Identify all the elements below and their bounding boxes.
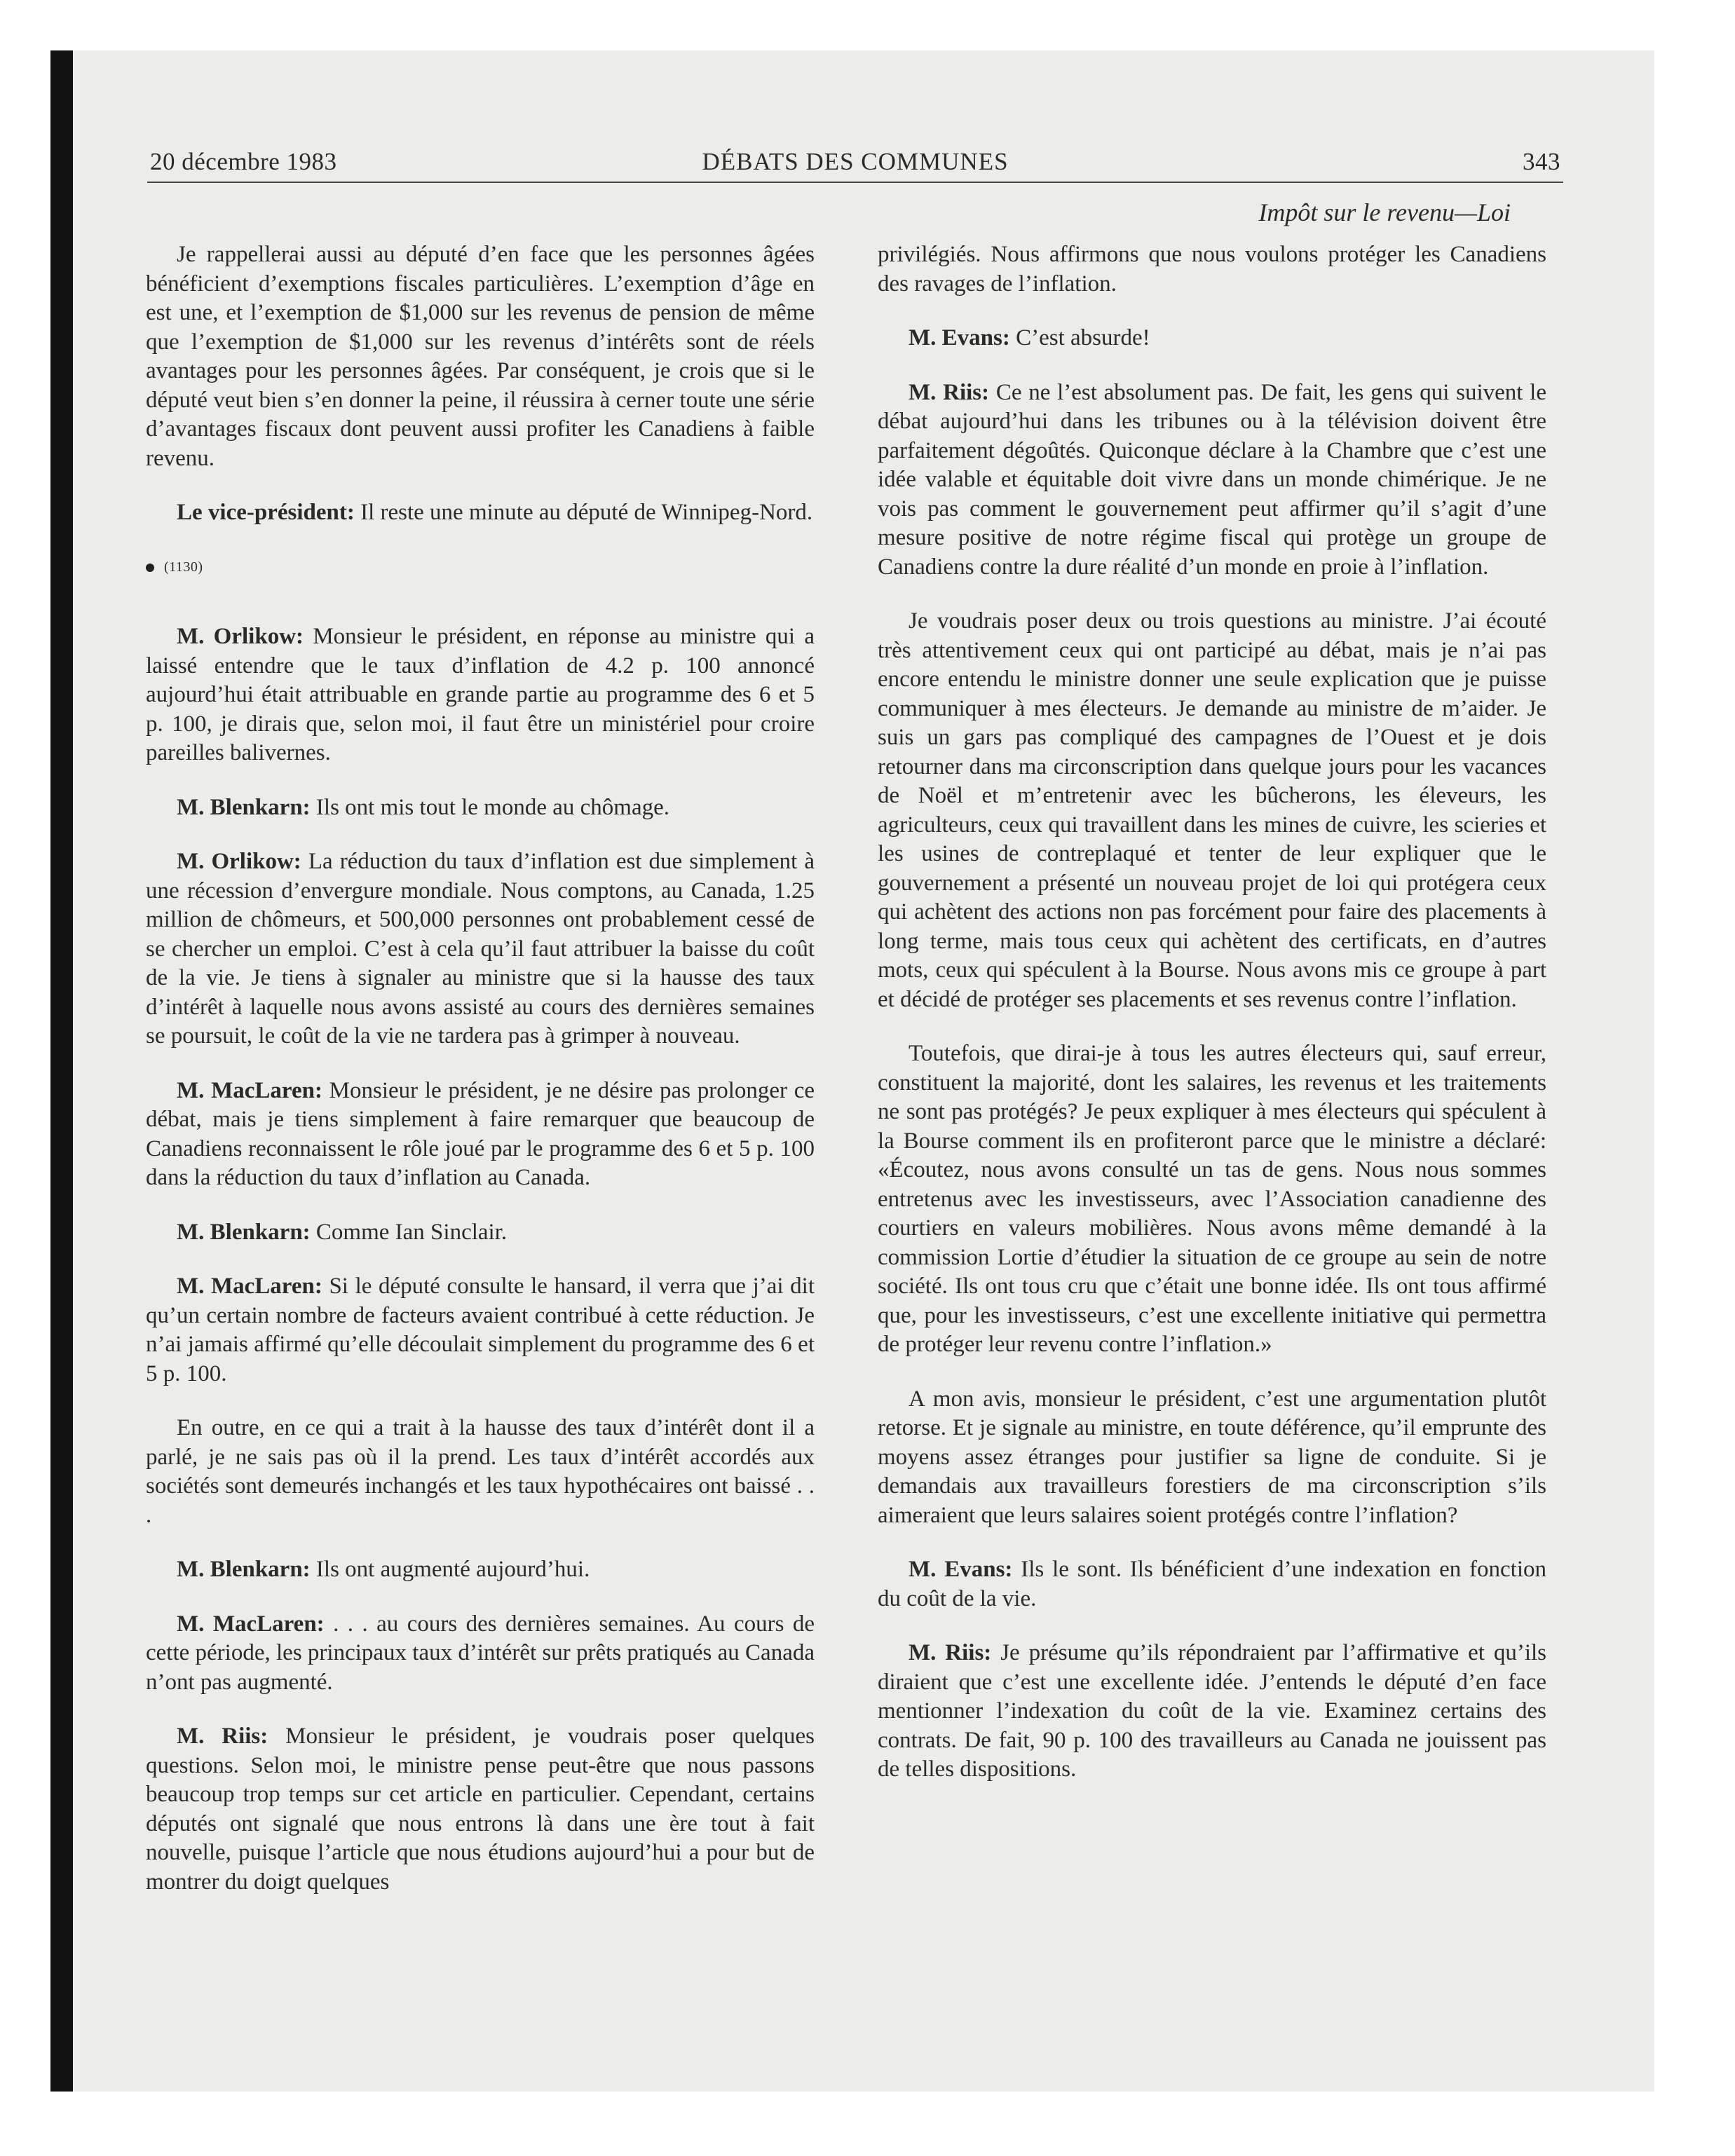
speaker-name: M. MacLaren: xyxy=(177,1077,322,1103)
paragraph: M. Evans: Ils le sont. Ils bénéficient d’une indexation en fonction du coût de la vie. xyxy=(878,1557,1547,1611)
paragraph: privilégiés. Nous affirmons que nous voulons protéger les Canadiens des ravages de l’inflation. xyxy=(878,242,1546,296)
time-marker: (1130) xyxy=(146,553,815,582)
speaker-name: M. Riis: xyxy=(177,1724,268,1749)
speaker-name: M. Orlikow: xyxy=(177,849,301,874)
paragraph: M. Riis: Je présume qu’ils répondraient par l’affirmative et qu’ils diraient que c’est une excellente idée. J’entends le député d’en face mentionner l’indexation du coût de la vie. Examinez certains des contrats. De fait, 90 p. 100 des travailleurs au Canada ne jouissent pas de telles dispositions. xyxy=(878,1640,1546,1782)
speaker-name: M. Blenkarn: xyxy=(177,794,311,820)
running-subject: Impôt sur le revenu—Loi xyxy=(1258,198,1511,226)
paragraph: M. Riis: Ce ne l’est absolument pas. De fait, les gens qui suivent le débat aujourd’hui dans les tribunes ou à la télévision doivent être parfaitement dégoûtés. Quiconque déclare à la Chambre que c’est une idée valable et équitable doit vivre dans un monde chimérique. Je ne vois pas comment le gouvernement peut affirmer qu’il s’agit d’une mesure positive de notre régime fiscal qui protège un groupe de Canadiens contre la dure réalité d’un monde en proie à l’inflation. xyxy=(878,379,1546,580)
paragraph: En outre, en ce qui a trait à la hausse des taux d’intérêt dont il a parlé, je ne sais pas où il la prend. Les taux d’intérêt accordés aux sociétés sont demeurés inchangés et les taux hypothécaires ont baissé . . . xyxy=(146,1415,815,1528)
page-header xyxy=(147,144,1563,183)
paragraph: M. Orlikow: Monsieur le président, en réponse au ministre qui a laissé entendre que le taux d’inflation de 4.2 p. 100 annoncé aujourd’hui était attribuable en grande partie au programme des 6 et 5 p. 100, je dirais que, selon moi, il faut être un ministériel pour croire pareilles balivernes. xyxy=(146,624,815,765)
header-date: 20 décembre 1983 xyxy=(150,148,337,175)
speaker-name: M. Blenkarn: xyxy=(177,1219,311,1245)
speaker-name: M. Riis: xyxy=(909,1640,992,1665)
paragraph: M. Blenkarn: Ils ont augmenté aujourd’hui. xyxy=(177,1557,590,1582)
paragraph: M. Blenkarn: Ils ont mis tout le monde au chômage. xyxy=(177,794,669,820)
page-number: 343 xyxy=(1523,148,1560,175)
paragraph: M. Evans: C’est absurde! xyxy=(909,325,1150,350)
paragraph: M. Orlikow: La réduction du taux d’inflation est due simplement à une récession d’envergure mondiale. Nous comptons, au Canada, 1.25 million de chômeurs, et 500,000 personnes ont probablement cessé de se chercher un emploi. C’est à cela qu’il faut attribuer la baisse du coût de la vie. Je tiens à signaler au ministre que si la hausse des taux d’intérêt à laquelle nous avons assisté au cours des dernières semaines se poursuit, le coût de la vie ne tardera pas à grimper à nouveau. xyxy=(146,849,815,1049)
left-column xyxy=(146,240,815,1922)
paragraph: M. MacLaren: . . . au cours des dernières semaines. Au cours de cette période, les principaux taux d’intérêt sur prêts pratiqués au Canada n’ont pas augmenté. xyxy=(146,1611,815,1695)
paragraph: Je voudrais poser deux ou trois questions au ministre. J’ai écouté très attentivement ceux qui ont participé au débat, mais je n’ai pas encore entendu le ministre donner une seule explication que je puisse communiquer à mes électeurs. Je demande au ministre de m’aider. Je suis un gars pas compliqué des campagnes de l’Ouest et je dois retourner dans ma circonscription dans quelque jours pour les vacances de Noël et m’entretenir avec les bûcherons, les éleveurs, les agriculteurs, ceux qui travaillent dans les mines de cuivre, les scieries et les usines de contreplaqué et tenter de leur expliquer que le gouvernement a présenté un nouveau projet de loi qui protégera ceux qui achètent des actions non pas forcément pour faire des placements à long terme, mais tous ceux qui achètent des certificats, en d’autres mots, ceux qui spéculent à la Bourse. Nous avons mis ce groupe à part et décidé de protéger ses placements et ses revenus contre l’inflation. xyxy=(878,608,1546,1012)
speaker-name: M. Evans: xyxy=(909,325,1010,350)
speaker-name: M. Blenkarn: xyxy=(177,1557,311,1582)
paragraph: A mon avis, monsieur le président, c’est une argumentation plutôt retorse. Et je signale au ministre, en toute déférence, qu’il emprunte des moyens assez étranges pour justifier sa ligne de conduite. Si je demandais aux travailleurs forestiers de ma circonscription s’ils aimeraient que leurs salaires soient protégés contre l’inflation? xyxy=(878,1386,1546,1528)
speaker-name: M. MacLaren: xyxy=(177,1274,322,1299)
paragraph: M. MacLaren: Si le député consulte le hansard, il verra que j’ai dit qu’un certain nombre de facteurs avaient contribué à cette réduction. Je n’ai jamais affirmé qu’elle découlait simplement du programme des 6 et 5 p. 100. xyxy=(146,1274,815,1386)
paragraph: Je rappellerai aussi au député d’en face que les personnes âgées bénéficient d’exemptions fiscales particulières. L’exemption d’âge en est une, et l’exemption de $1,000 sur les revenus de pension de même que l’exemption de $1,000 sur les revenus d’intérêts sont de réels avantages pour les personnes âgées. Par conséquent, je crois que si le député veut bien s’en donner la peine, il réussira à cerner toute une série d’avantages fiscaux dont peuvent aussi profiter les Canadiens à faible revenu. xyxy=(146,242,815,471)
header-title: DÉBATS DES COMMUNES xyxy=(702,148,1009,175)
paragraph: M. MacLaren: Monsieur le président, je ne désire pas prolonger ce débat, mais je tiens simplement à faire remarquer que beaucoup de Canadiens reconnaissent le rôle joué par le programme des 6 et 5 p. 100 dans la réduction du taux d’inflation au Canada. xyxy=(146,1077,815,1190)
paragraph: M. Blenkarn: Comme Ian Sinclair. xyxy=(177,1219,508,1245)
speaker-name: Le vice-président: xyxy=(177,500,355,525)
speaker-name: M. Riis: xyxy=(909,379,990,405)
paragraph: Le vice-président: Il reste une minute au député de Winnipeg-Nord. xyxy=(177,500,813,525)
binding-edge xyxy=(50,50,73,2092)
bullet-icon xyxy=(146,564,154,572)
right-column xyxy=(878,240,1546,1810)
speaker-name: M. MacLaren: xyxy=(177,1611,325,1637)
paragraph: M. Riis: Monsieur le président, je voudrais poser quelques questions. Selon moi, le ministre pense peut-être que nous passons beaucoup trop temps sur cet article en particulier. Cependant, certains députés ont signalé que nous entrons là dans une ère tout à fait nouvelle, puisque l’article que nous étudions aujourd’hui a pour but de montrer du doigt quelques xyxy=(146,1724,815,1895)
paragraph: Toutefois, que dirai-je à tous les autres électeurs qui, sauf erreur, constituent la majorité, dont les salaires, les revenus et les traitements ne sont pas protégés? Je peux expliquer à mes électeurs qui spéculent à la Bourse comment ils en profiteront parce que le ministre a déclaré: «Écoutez, nous avons consulté un tas de gens. Nous nous sommes entretenus avec les investisseurs, avec l’Association canadienne des courtiers en valeurs mobilières. Nous avons même demandé à la commission Lortie d’étudier la situation de ce groupe au sein de notre société. Ils ont tous cru que c’était une bonne idée. Ils ont tous affirmé que, pour les investisseurs, c’est une excellente initiative qui permettra de protéger leur revenu contre l’inflation.» xyxy=(878,1041,1546,1357)
speaker-name: M. Evans: xyxy=(909,1557,1013,1582)
speaker-name: M. Orlikow: xyxy=(177,624,304,649)
